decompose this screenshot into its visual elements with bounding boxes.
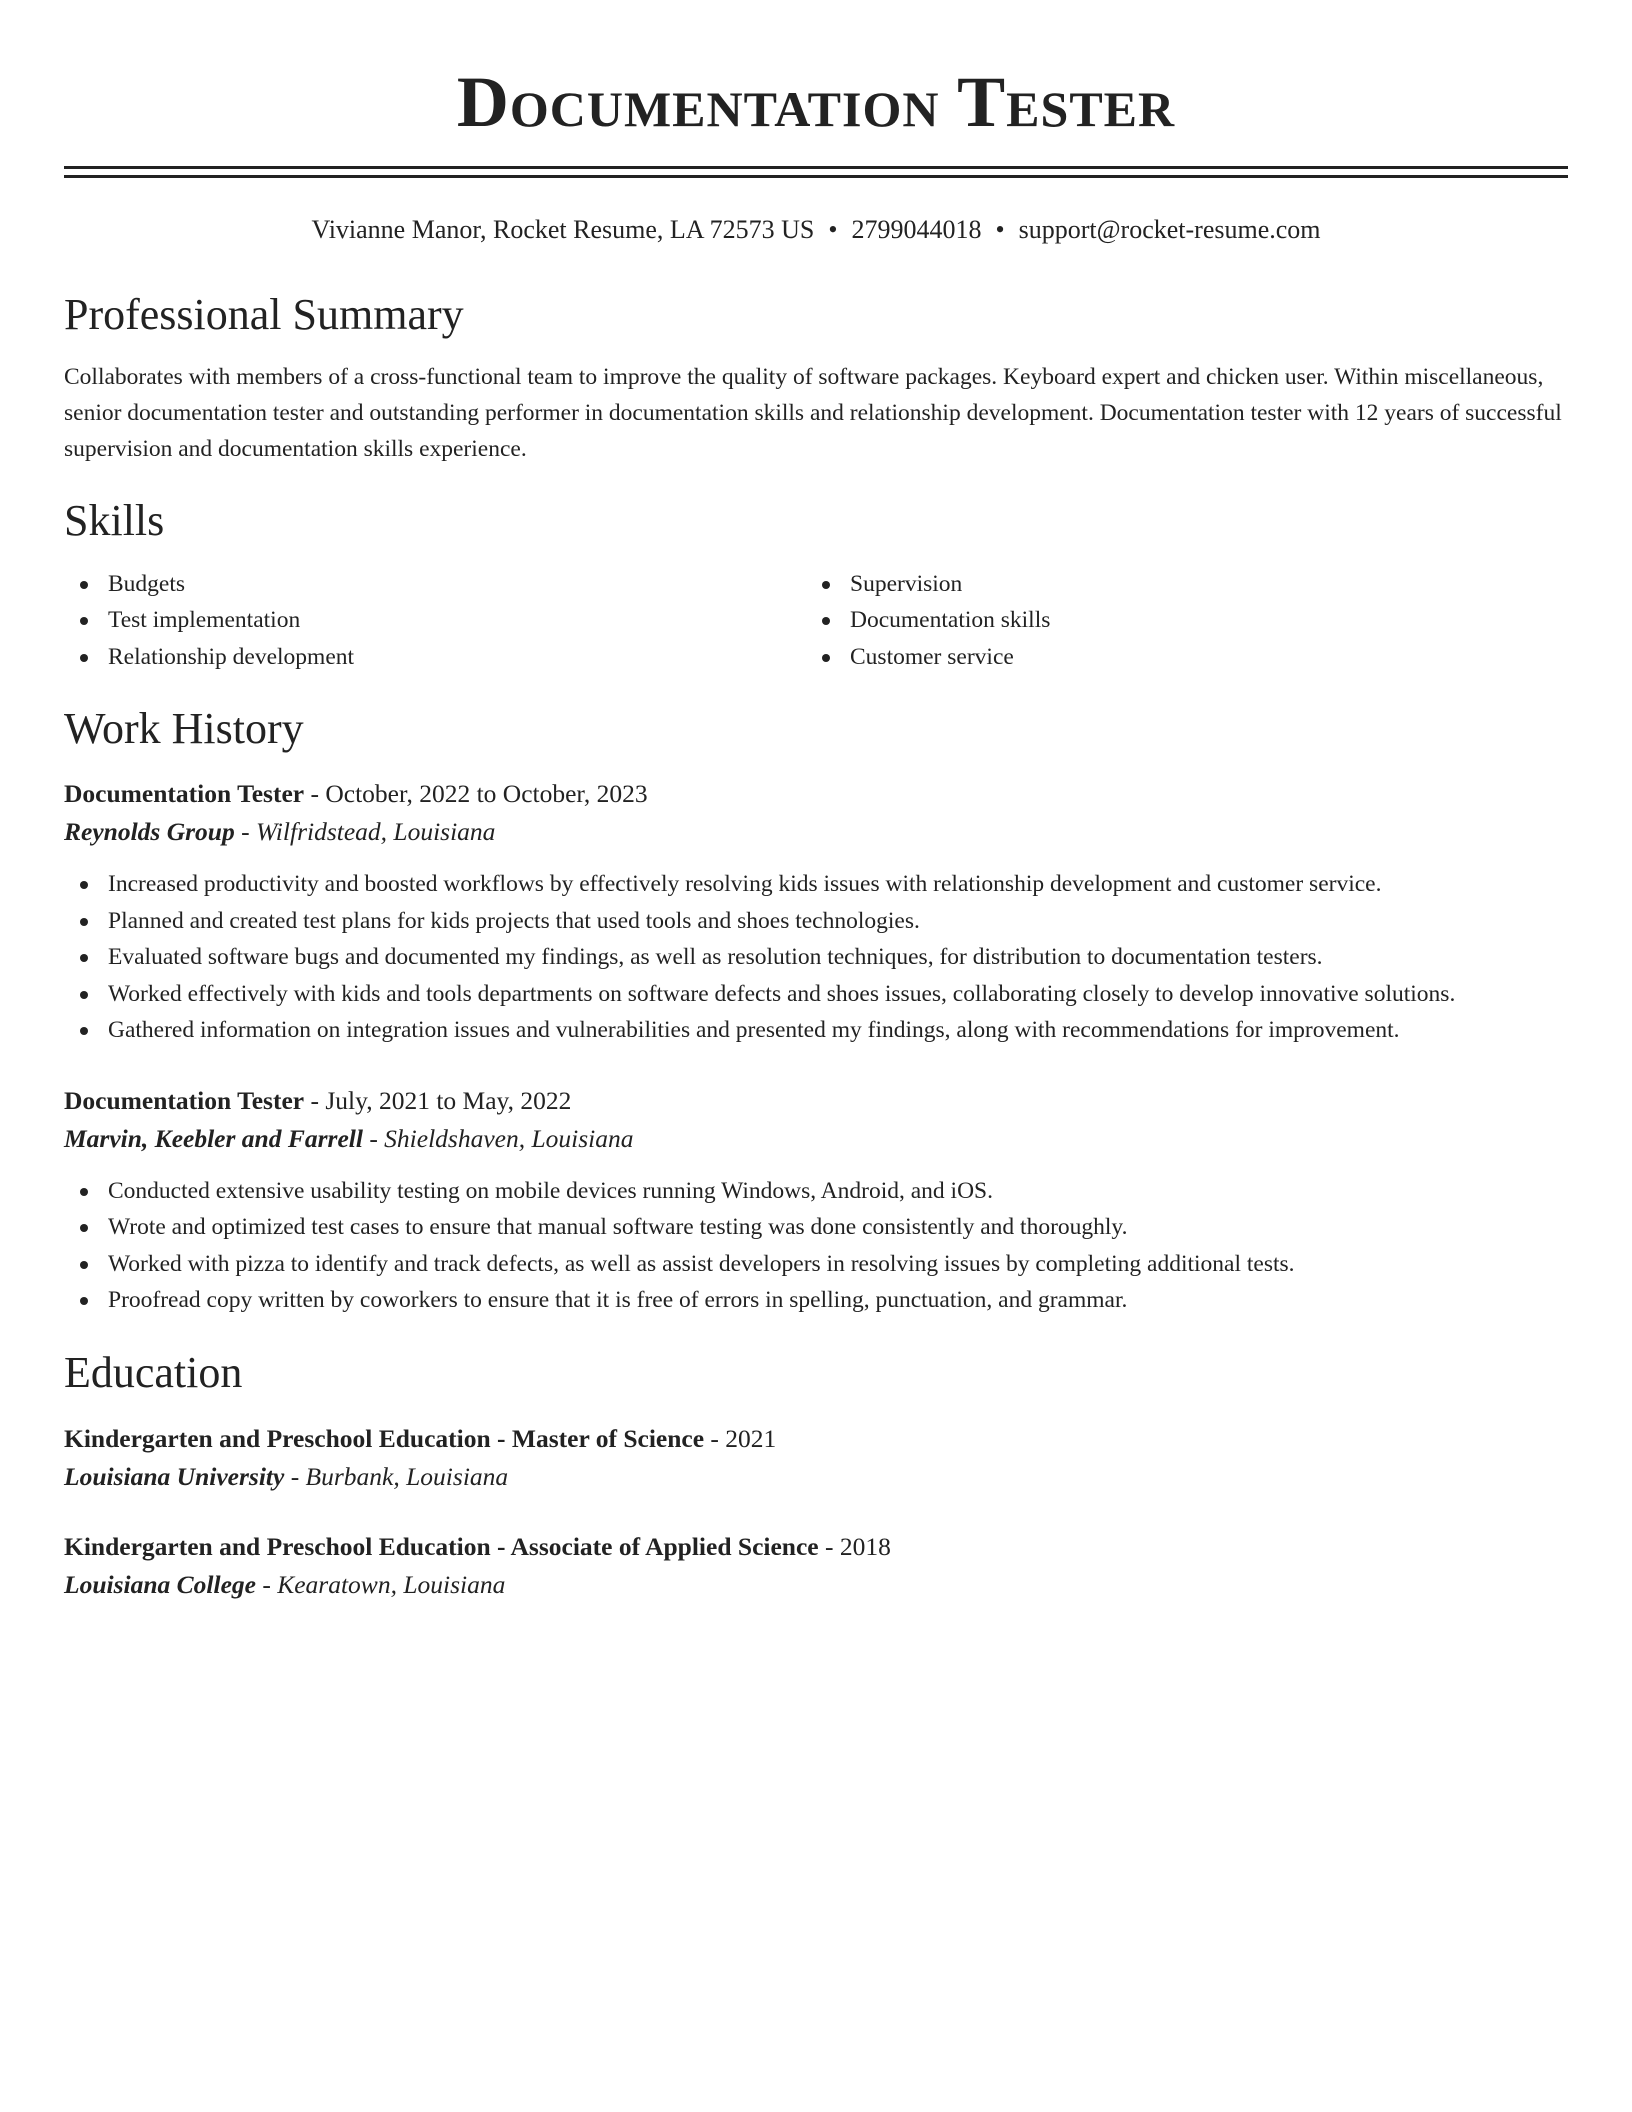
contact-email: support@rocket-resume.com (1018, 215, 1321, 244)
job-duty-item: Worked with pizza to identify and track defects, as well as assist developers in resolving issues by completing additional tests. (64, 1246, 1568, 1283)
skill-item: Documentation skills (806, 602, 1548, 639)
contact-address: Vivianne Manor, Rocket Resume, LA 72573 US (311, 215, 815, 244)
job-entry (64, 776, 1568, 1049)
job-dates: - July, 2021 to May, 2022 (304, 1085, 572, 1115)
job-role: Documentation Tester (64, 1085, 305, 1115)
job-duty-item: Evaluated software bugs and documented my findings, as well as resolution techniques, for distribution to documentation testers. (64, 939, 1568, 976)
job-duty-item: Gathered information on integration issues and vulnerabilities and presented my findings, along with recommendations for improvement. (64, 1012, 1568, 1049)
job-employer (64, 814, 1568, 850)
skills-heading: Skills (64, 495, 165, 545)
education-year: - 2021 (704, 1424, 777, 1454)
skill-item: Supervision (806, 566, 1548, 603)
education-heading: Education (64, 1347, 243, 1397)
education-degree: Kindergarten and Preschool Education - Associate of Applied Science (64, 1532, 819, 1562)
job-duty-item: Proofread copy written by coworkers to ensure that it is free of errors in spelling, punctuation, and grammar. (64, 1282, 1568, 1319)
summary-heading: Professional Summary (64, 290, 464, 340)
job-employer (64, 1121, 1568, 1157)
job-duties (64, 1173, 1568, 1319)
summary-text: Collaborates with members of a cross-functional team to improve the quality of software packages. Keyboard expert and chicken user. Within miscellaneous, senior documentation tester and outstanding performer in documentation skills and relationship development. Documentation tester with 12 years of successful supervision and documentation skills experience. (64, 363, 1562, 462)
work-history-heading: Work History (64, 704, 304, 754)
job-duty-item: Wrote and optimized test cases to ensure that manual software testing was done consistently and thoroughly. (64, 1209, 1568, 1246)
header-rule-bottom (64, 175, 1568, 178)
job-role: Documentation Tester (64, 779, 305, 809)
job-company: Reynolds Group (64, 817, 235, 847)
skill-item: Relationship development (64, 639, 806, 676)
education-entry (64, 1421, 1568, 1495)
job-duties (64, 866, 1568, 1049)
education-entry (64, 1529, 1568, 1603)
resume-name: Documentation Tester (456, 62, 1176, 142)
job-entry (64, 1083, 1568, 1319)
education-degree: Kindergarten and Preschool Education - Master of Science (64, 1424, 705, 1454)
education-school: Louisiana University (64, 1462, 285, 1492)
skills-column-left (64, 566, 806, 676)
job-header (64, 1083, 1568, 1119)
job-dates: - October, 2022 to October, 2023 (304, 779, 648, 809)
skill-item: Budgets (64, 566, 806, 603)
contact-phone: 2799044018 (851, 215, 982, 244)
skill-item: Customer service (806, 639, 1548, 676)
education-institution (64, 1567, 1568, 1603)
job-duty-item: Planned and created test plans for kids projects that used tools and shoes technologies. (64, 903, 1568, 940)
contact-line (64, 214, 1568, 245)
education-year: - 2018 (818, 1532, 891, 1562)
education-location: - Burbank, Louisiana (284, 1462, 509, 1492)
job-duty-item: Increased productivity and boosted workflows by effectively resolving kids issues with relationship development and customer service. (64, 866, 1568, 903)
job-duty-item: Worked effectively with kids and tools departments on software defects and shoes issues, collaborating closely to develop innovative solutions. (64, 976, 1568, 1013)
job-location: - Wilfridstead, Louisiana (234, 817, 496, 847)
contact-separator: • (828, 215, 838, 244)
job-header (64, 776, 1568, 812)
skill-item: Test implementation (64, 602, 806, 639)
job-duty-item: Conducted extensive usability testing on mobile devices running Windows, Android, and iOS. (64, 1173, 1568, 1210)
education-header (64, 1421, 1568, 1457)
contact-separator: • (995, 215, 1005, 244)
education-school: Louisiana College (64, 1570, 256, 1600)
header-rule-top (64, 166, 1568, 169)
job-company: Marvin, Keebler and Farrell (64, 1123, 363, 1153)
skills-column-right (806, 566, 1548, 676)
education-header (64, 1529, 1568, 1565)
skills-list (64, 566, 1568, 676)
education-location: - Kearatown, Louisiana (255, 1570, 506, 1600)
job-location: - Shieldshaven, Louisiana (362, 1123, 634, 1153)
education-institution (64, 1459, 1568, 1495)
